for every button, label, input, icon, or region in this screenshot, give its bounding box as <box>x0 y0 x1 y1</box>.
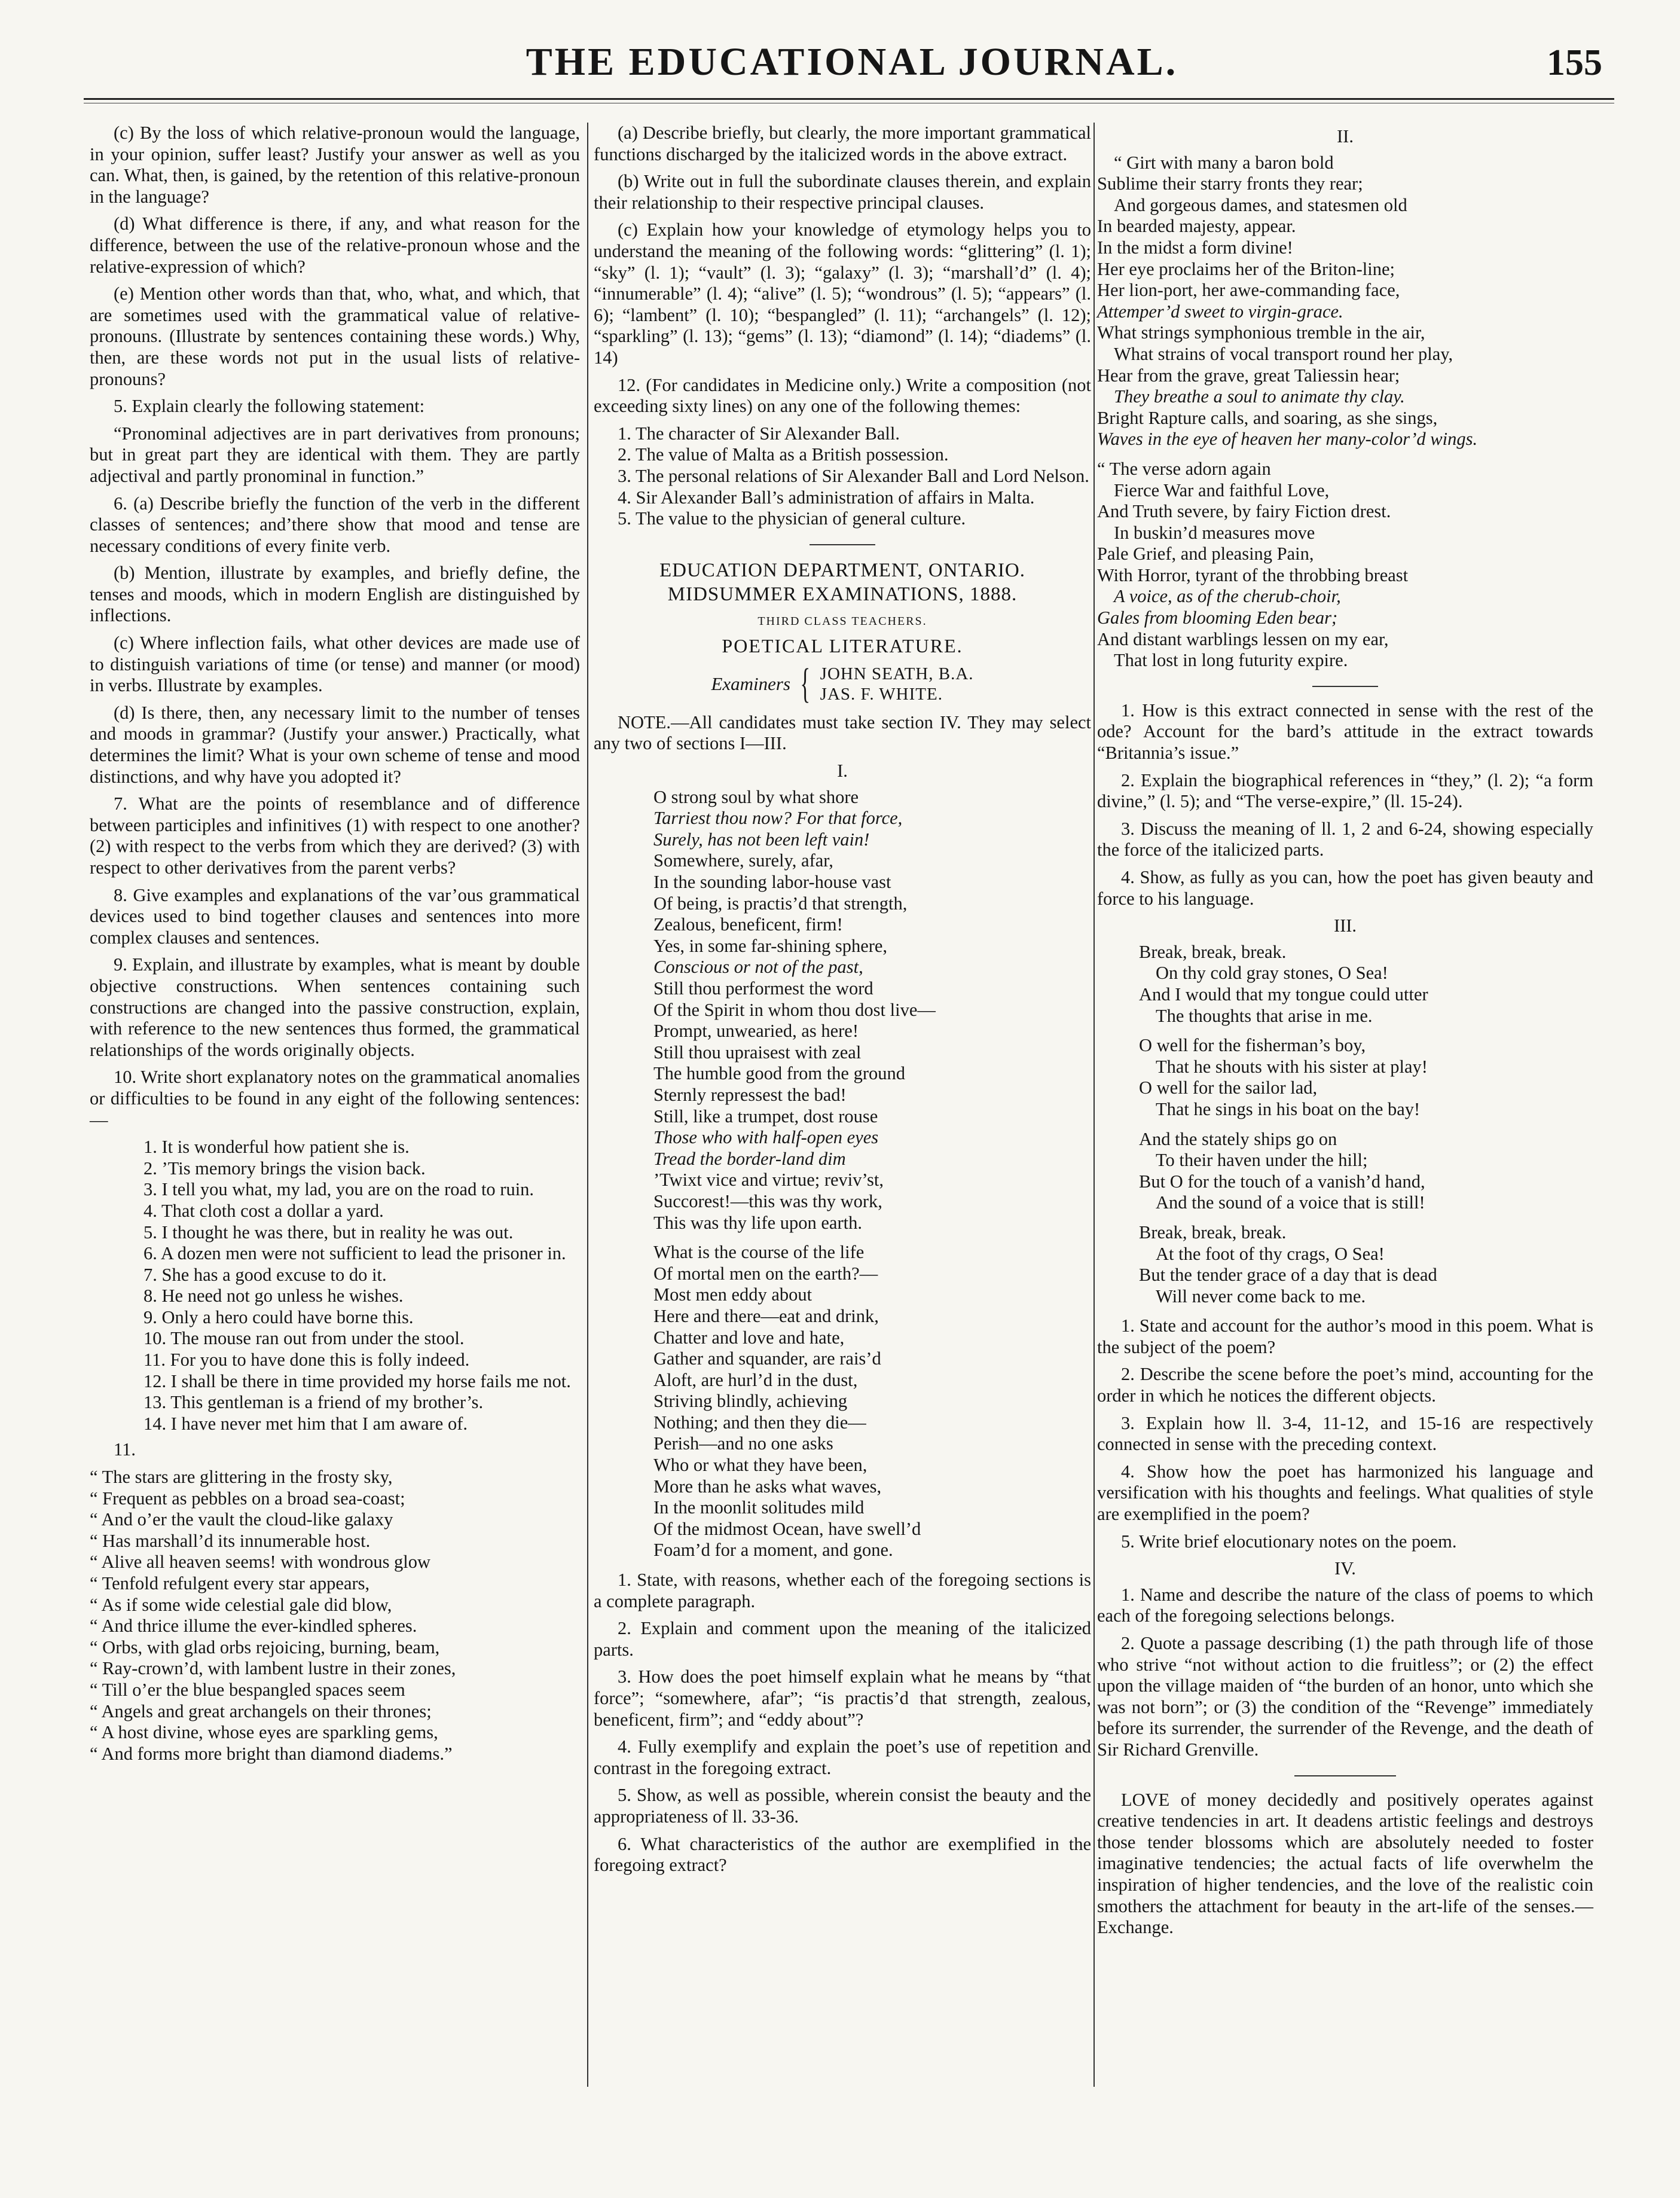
verse-line: In the sounding labor-house vast <box>653 872 891 893</box>
question-7: 7. What are the points of resemblance and of difference between participles and infinitives (1) with respect to one another? (2) with respect to the verbs from which they are derived? (3) with respect to other derivatives from the parent verbs? <box>90 793 580 878</box>
poem-iii-stanza-1 <box>1097 942 1593 1027</box>
verse-line: Sternly repressest the bad! <box>653 1084 847 1105</box>
sentence-list <box>90 1137 580 1434</box>
verse-line: Fierce War and faithful Love, <box>1114 480 1330 500</box>
question-b: (b) Write out in full the subordinate clauses therein, and explain their relationship to their respective principal clauses. <box>594 171 1091 213</box>
verse-line: At the foot of thy crags, O Sea! <box>1156 1243 1385 1264</box>
question-item: 3. Explain how ll. 3-4, 11-12, and 15-16 are respectively connected in sense with the preceding context. <box>1097 1412 1593 1455</box>
examiner-2: JAS. F. WHITE. <box>820 684 943 704</box>
verse-line: In buskin’d measures move <box>1114 522 1315 543</box>
verse-line: “ And forms more bright than diamond diadems.” <box>90 1743 453 1764</box>
question-item: 1. How is this extract connected in sense with the rest of the ode? Account for the bard’s attitude in the extract towards “Britannia’s issue.” <box>1097 700 1593 764</box>
verse-line: And Truth severe, by fairy Fiction drest. <box>1097 501 1391 522</box>
poem-iii-stanza-3 <box>1097 1129 1593 1214</box>
examiners-block <box>594 660 1091 707</box>
poem-i-part-1 <box>594 787 1091 1234</box>
question-11-label: 11. <box>114 1439 136 1460</box>
exam-heading: MIDSUMMER EXAMINATIONS, 1888. <box>667 583 1018 605</box>
verse-line: Tread the border-land dim <box>653 1148 846 1169</box>
section-iv-heading: IV. <box>1334 1558 1356 1579</box>
question-item: 2. Explain and comment upon the meaning of the italicized parts. <box>594 1618 1091 1660</box>
column-divider-1 <box>587 123 588 2087</box>
verse-line: Prompt, unwearied, as here! <box>653 1021 859 1042</box>
verse-line: Will never come back to me. <box>1156 1286 1366 1306</box>
verse-line: Her eye proclaims her of the Briton-line; <box>1097 258 1395 279</box>
list-item: 12. I shall be there in time provided my horse fails me not. <box>143 1370 571 1391</box>
verse-line: They breathe a soul to animate thy clay. <box>1114 386 1405 407</box>
verse-line: Of mortal men on the earth?— <box>653 1263 878 1284</box>
list-item: 5. I thought he was there, but in reality he was out. <box>143 1222 514 1243</box>
verse-line: What strains of vocal transport round her play, <box>1114 343 1453 364</box>
section-iii-heading: III. <box>1333 915 1357 936</box>
verse-line: “ Has marshall’d its innumerable host. <box>90 1530 371 1551</box>
verse-line: And I would that my tongue could utter <box>1139 984 1428 1005</box>
verse-line: With Horror, tyrant of the throbbing breast <box>1097 564 1409 585</box>
list-item: 2. ’Tis memory brings the vision back. <box>143 1158 426 1179</box>
verse-line: Tarriest thou now? For that force, <box>653 808 903 829</box>
question-item: 4. Show, as fully as you can, how the poet has given beauty and force to his language. <box>1097 867 1593 909</box>
verse-line: Somewhere, surely, afar, <box>653 850 833 871</box>
list-item: 14. I have never met him that I am aware of. <box>143 1413 468 1434</box>
subject-heading: POETICAL LITERATURE. <box>722 635 963 657</box>
verse-line: A voice, as of the cherub-choir, <box>1114 586 1341 607</box>
question-e: (e) Mention other words than that, who, what, and which, that are sometimes used with the grammatical value of relative-pronouns. (Illustrate by sentences containing these words.) Why, then, are these words not put in the usual lists of relative-pronouns? <box>90 283 580 389</box>
verse-line: On thy cold gray stones, O Sea! <box>1156 963 1388 984</box>
poem-ii-part-2 <box>1097 459 1593 671</box>
question-d: (d) What difference is there, if any, and what reason for the difference, between the use of the relative-pronoun whose and the relative-expression of which? <box>90 213 580 277</box>
question-10: 10. Write short explanatory notes on the grammatical anomalies or difficulties to be found in any eight of the following sentences:— <box>90 1067 580 1130</box>
header-rule <box>84 98 1614 100</box>
list-item: 13. This gentleman is a friend of my brother’s. <box>143 1392 484 1413</box>
verse-line: “ A host divine, whose eyes are sparkling gems, <box>90 1722 438 1743</box>
question-item: 3. Discuss the meaning of ll. 1, 2 and 6-24, showing especially the force of the italicized parts. <box>1097 818 1593 860</box>
verse-line: O well for the fisherman’s boy, <box>1139 1035 1366 1056</box>
column-divider-2 <box>1093 123 1095 2087</box>
question-8: 8. Give examples and explanations of the var’ous grammatical devices used to bind together clauses and sentences into more complex clauses and sentences. <box>90 884 580 948</box>
list-item: 5. The value to the physician of general culture. <box>618 508 966 529</box>
verse-line: What strings symphonious tremble in the air, <box>1097 322 1425 343</box>
verse-line: That he shouts with his sister at play! <box>1156 1056 1428 1077</box>
question-item: 6. What characteristics of the author are exemplified in the foregoing extract? <box>594 1833 1091 1876</box>
verse-line: Gather and squander, are rais’d <box>653 1348 881 1369</box>
verse-line: To their haven under the hill; <box>1156 1150 1368 1171</box>
verse-line: Nothing; and then they die— <box>653 1412 866 1433</box>
verse-line: What is the course of the life <box>653 1242 865 1263</box>
verse-line: Hear from the grave, great Taliessin hear; <box>1097 365 1400 386</box>
column-1 <box>90 123 580 1773</box>
verse-line: Foam’d for a moment, and gone. <box>653 1540 893 1561</box>
verse-line: Break, break, break. <box>1139 1222 1287 1243</box>
verse-line: And gorgeous dames, and statesmen old <box>1114 194 1407 215</box>
verse-line: Who or what they have been, <box>653 1455 868 1476</box>
verse-line: Most men eddy about <box>653 1284 812 1305</box>
list-item: 4. Sir Alexander Ball’s administration of affairs in Malta. <box>618 487 1035 508</box>
list-item: 6. A dozen men were not sufficient to lead the prisoner in. <box>143 1243 566 1264</box>
verse-line: This was thy life upon earth. <box>653 1212 862 1233</box>
note: NOTE.—All candidates must take section IV. They may select any two of sections I—III. <box>594 712 1091 754</box>
list-item: 3. The personal relations of Sir Alexander Ball and Lord Nelson. <box>618 465 1089 486</box>
verse-line: And the sound of a voice that is still! <box>1156 1192 1425 1213</box>
question-item: 1. State and account for the author’s mood in this poem. What is the subject of the poem? <box>1097 1315 1593 1357</box>
verse-line: “ And o’er the vault the cloud-like galaxy <box>90 1509 393 1530</box>
verse-line: “ Girt with many a baron bold <box>1114 152 1334 173</box>
verse-line: “ Orbs, with glad orbs rejoicing, burning, beam, <box>90 1637 440 1657</box>
verse-line: Attemper’d sweet to virgin-grace. <box>1097 301 1343 322</box>
verse-line: ’Twixt vice and virtue; reviv’st, <box>653 1170 884 1190</box>
verse-line: And the stately ships go on <box>1139 1128 1337 1149</box>
question-6a: 6. (a) Describe briefly the function of the verb in the different classes of sentences; and’there show that mood and tense are necessary conditions of every finite verb. <box>90 493 580 556</box>
poem-iii-stanza-4 <box>1097 1222 1593 1307</box>
verse-line: Of the Spirit in whom thou dost live— <box>653 999 936 1020</box>
verse-line: “ Angels and great archangels on their thrones; <box>90 1701 432 1721</box>
question-item: 5. Show, as well as possible, wherein consist the beauty and the appropriateness of ll. 33-36. <box>594 1785 1091 1827</box>
verse-line: In bearded majesty, appear. <box>1097 216 1296 237</box>
question-5: 5. Explain clearly the following statement: <box>114 396 425 417</box>
question-6d: (d) Is there, then, any necessary limit to the number of tenses and moods in grammar? (Justify your answer.) Practically, what determines the limit? What is your own scheme of tense and mood distinctions, and why have you adopted it? <box>90 702 580 787</box>
verse-line: Of the midmost Ocean, have swell’d <box>653 1518 921 1539</box>
section-divider <box>1294 1775 1396 1776</box>
question-item: 1. State, with reasons, whether each of the foregoing sections is a complete paragraph. <box>594 1570 1091 1611</box>
verse-line: Here and there—eat and drink, <box>653 1305 879 1326</box>
verse-line: And distant warblings lessen on my ear, <box>1097 628 1389 649</box>
verse-line: Still, like a trumpet, dost rouse <box>653 1106 878 1127</box>
list-item: 3. I tell you what, my lad, you are on the road to ruin. <box>143 1179 534 1200</box>
list-item: 1. It is wonderful how patient she is. <box>143 1137 410 1158</box>
verse-line: Conscious or not of the past, <box>653 957 863 978</box>
list-item: 11. For you to have done this is folly indeed. <box>143 1350 470 1370</box>
list-item: 4. That cloth cost a dollar a yard. <box>143 1200 384 1221</box>
verse-line: Waves in the eye of heaven her many-color’d wings. <box>1097 429 1478 450</box>
column-2 <box>594 123 1091 1882</box>
verse-line: Zealous, beneficent, firm! <box>653 914 843 935</box>
verse-line: In the midst a form divine! <box>1097 237 1293 258</box>
list-item: 2. The value of Malta as a British possession. <box>618 444 949 465</box>
question-item: 1. Name and describe the nature of the class of poems to which each of the foregoing selections belongs. <box>1097 1584 1593 1626</box>
list-item: 7. She has a good excuse to do it. <box>143 1264 387 1285</box>
question-item: 2. Quote a passage describing (1) the path through life of those who strive “not without action to die fruitless”; or (2) the effect upon the village maiden of “the burden of an honor, unto which she was not born”; or (3) the condition of the “Revenge” immediately before its surrender, the surrender of the Revenge, and the death of Sir Richard Grenville. <box>1097 1633 1593 1760</box>
list-item: 1. The character of Sir Alexander Ball. <box>618 423 900 444</box>
question-item: 4. Fully exemplify and explain the poet’s use of repetition and contrast in the foregoing extract. <box>594 1736 1091 1778</box>
verse-line: Those who with half-open eyes <box>653 1127 879 1148</box>
poem-ii-part-1 <box>1097 152 1593 450</box>
verse-line: More than he asks what waves, <box>653 1476 882 1497</box>
verse-line: “ Frequent as pebbles on a broad sea-coast; <box>90 1488 405 1509</box>
verse-line: That lost in long futurity expire. <box>1114 650 1348 671</box>
verse-line: “ As if some wide celestial gale did blow, <box>90 1594 392 1615</box>
poem-iii-stanza-2 <box>1097 1035 1593 1120</box>
question-5-quote: “Pronominal adjectives are in part derivatives from pronouns; but in great part they are identical with them. They are partly adjectival and partly pronominal in function.” <box>90 423 580 486</box>
list-item: 10. The mouse ran out from under the stool. <box>143 1328 465 1349</box>
question-a: (a) Describe briefly, but clearly, the more important grammatical functions discharged by the italicized words in the above extract. <box>594 123 1091 164</box>
verse-line: Surely, has not been left vain! <box>653 829 870 850</box>
poem-i-part-2 <box>594 1242 1091 1561</box>
verse-line: Striving blindly, achieving <box>653 1391 848 1412</box>
verse-line: “ Tenfold refulgent every star appears, <box>90 1573 370 1593</box>
verse-line: “ The stars are glittering in the frosty sky, <box>90 1467 393 1488</box>
verse-line: “ Ray-crown’d, with lambent lustre in their zones, <box>90 1658 456 1679</box>
verse-line: But O for the touch of a vanish’d hand, <box>1139 1171 1425 1192</box>
verse-line: Of being, is practis’d that strength, <box>653 893 908 914</box>
verse-line: The humble good from the ground <box>653 1063 905 1084</box>
column-3 <box>1097 123 1593 1944</box>
question-11-verse <box>90 1467 580 1764</box>
verse-line: “ And thrice illume the ever-kindled spheres. <box>90 1616 417 1637</box>
verse-line: Sublime their starry fronts they rear; <box>1097 173 1363 194</box>
section-i-heading: I. <box>837 761 848 781</box>
verse-line: Gales from blooming Eden bear; <box>1097 607 1338 628</box>
question-6b: (b) Mention, illustrate by examples, and briefly define, the tenses and moods, which in modern English are distinguished by inflections. <box>90 563 580 626</box>
question-item: 3. How does the poet himself explain what he means by “that force”; “somewhere, afar”; “is practis’d that strength, zealous, beneficent, firm”; and “eddy about”? <box>594 1666 1091 1730</box>
verse-line: Her lion-port, her awe-commanding face, <box>1097 280 1400 301</box>
verse-line: But the tender grace of a day that is dead <box>1139 1265 1437 1286</box>
verse-line: Break, break, break. <box>1139 941 1287 962</box>
page-header <box>84 39 1620 94</box>
verse-line: “ Till o’er the blue bespangled spaces seem <box>90 1679 405 1700</box>
examiner-1: JOHN SEATH, B.A. <box>820 664 974 683</box>
question-item: 4. Show how the poet has harmonized his language and versification with his thoughts and feelings. What qualities of style are exemplified in the poem? <box>1097 1461 1593 1525</box>
section-divider <box>810 544 875 545</box>
question-c-etymology: (c) Explain how your knowledge of etymology helps you to understand the meaning of the following words: “glittering” (l. 1); “sky” (l. 1); “vault” (l. 3); “galaxy” (l. 3); “marshall’d” (l. 4); “innumerable” (l. 4); “alive” (l. 5); “wondrous” (l. 5); “appears” (l. 6); “lambent” (l. 10); “bespangled” (l. 11); “archangels” (l. 12); “sparkling” (l. 13); “gems” (l. 13); “diamond” (l. 14); “diadems” (l. 14) <box>594 219 1091 368</box>
department-heading: EDUCATION DEPARTMENT, ONTARIO. <box>659 559 1026 581</box>
verse-line: Still thou performest the word <box>653 978 873 999</box>
list-item: 8. He need not go unless he wishes. <box>143 1286 404 1306</box>
verse-line: The thoughts that arise in me. <box>1156 1005 1373 1026</box>
verse-line: In the moonlit solitudes mild <box>653 1497 865 1518</box>
section-divider <box>1312 686 1378 687</box>
question-9: 9. Explain, and illustrate by examples, what is meant by double objective constructions. When sentences containing such constructions are changed into the passive construction, explain, with reference to the new sentences thus formed, the grammatical relationships of the words originally objects. <box>90 954 580 1060</box>
page-number: 155 <box>1547 42 1602 83</box>
verse-line: Aloft, are hurl’d in the dust, <box>653 1369 858 1390</box>
question-item: 2. Describe the scene before the poet’s mind, accounting for the order in which he notices the different objects. <box>1097 1364 1593 1406</box>
question-c: (c) By the loss of which relative-pronoun would the language, in your opinion, suffer least? Justify your answer as well as you can. What, then, is gained, by the retention of this relative-pronoun in the language? <box>90 123 580 207</box>
verse-line: “ The verse adorn again <box>1097 458 1271 479</box>
examiner-names <box>820 664 974 704</box>
verse-line: Pale Grief, and pleasing Pain, <box>1097 544 1314 564</box>
verse-line: Bright Rapture calls, and soaring, as she sings, <box>1097 407 1438 428</box>
brace-glyph: { <box>800 660 811 707</box>
question-6c: (c) Where inflection fails, what other devices are made use of to distinguish variations of time (or tense) and manner (or mood) in verbs. Illustrate by examples. <box>90 633 580 696</box>
verse-line: That he sings in his boat on the bay! <box>1156 1098 1421 1119</box>
theme-list <box>594 423 1091 530</box>
verse-line: O well for the sailor lad, <box>1139 1077 1318 1098</box>
journal-title: THE EDUCATIONAL JOURNAL. <box>526 40 1178 84</box>
section-ii-heading: II. <box>1337 126 1354 146</box>
class-heading: THIRD CLASS TEACHERS. <box>757 614 927 628</box>
examiners-label: Examiners <box>711 673 791 695</box>
verse-line: O strong soul by what shore <box>653 786 859 807</box>
list-item: 9. Only a hero could have borne this. <box>143 1306 414 1327</box>
verse-line: Chatter and love and hate, <box>653 1327 845 1348</box>
question-item: 5. Write brief elocutionary notes on the poem. <box>1121 1531 1457 1552</box>
closing-paragraph: LOVE of money decidedly and positively operates against creative tendencies in art. It deadens artistic feelings and destroys those tender blossoms which are absolutely needed to foster imaginative tendencies; the actual facts of life overwhelm the inspiration of higher tendencies, and the love of the realistic coin smothers the attachment for beauty in the art-life of the senses.—Exchange. <box>1097 1789 1593 1938</box>
verse-line: Perish—and no one asks <box>653 1433 833 1454</box>
verse-line: “ Alive all heaven seems! with wondrous glow <box>90 1552 431 1573</box>
verse-line: Succorest!—this was thy work, <box>653 1190 882 1211</box>
question-12: 12. (For candidates in Medicine only.) Write a composition (not exceeding sixty lines) on any one of the following themes: <box>594 374 1091 417</box>
question-item: 2. Explain the biographical references in “they,” (l. 2); “a form divine,” (l. 5); and “The verse-expire,” (ll. 15-24). <box>1097 770 1593 812</box>
verse-line: Still thou upraisest with zeal <box>653 1042 862 1063</box>
verse-line: Yes, in some far-shining sphere, <box>653 935 888 956</box>
